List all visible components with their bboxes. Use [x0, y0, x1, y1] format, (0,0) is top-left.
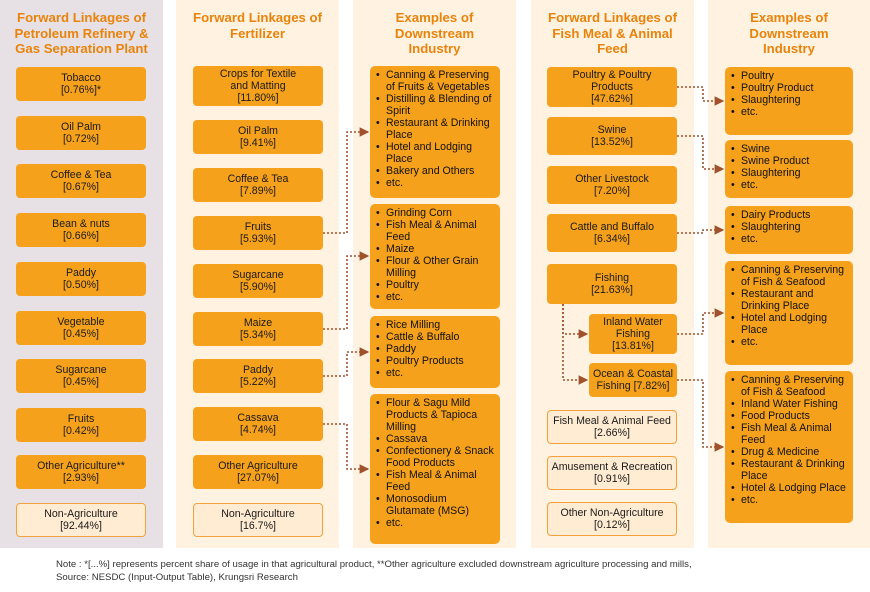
list-item: • Paddy — [376, 343, 496, 355]
petroleum-item-sugarcane: Sugarcane [0.45%] — [16, 359, 146, 393]
fertilizer-item-crops-textile: Crops for Textile and Matting [11.80%] — [193, 66, 323, 106]
list-item: • Poultry Products — [376, 355, 496, 367]
downstream2-group-inland-fishing — [725, 261, 853, 365]
list-item: • etc. — [731, 233, 849, 245]
list-item: • etc. — [376, 517, 496, 529]
downstream1-group-maize — [370, 204, 500, 309]
downstream2-group-poultry — [725, 67, 853, 135]
petroleum-item-non-agriculture: Non-Agriculture [92.44%] — [16, 503, 146, 537]
list-item: • Slaughtering — [731, 221, 849, 233]
list-item: • Slaughtering — [731, 94, 849, 106]
list-item: • Fish Meal & Animal Feed — [376, 219, 496, 243]
list-item: • etc. — [376, 177, 496, 189]
list-item: • Restaurant and Drinking Place — [731, 288, 849, 312]
petroleum-item-tobacco: Tobacco [0.76%]* — [16, 67, 146, 101]
list-item: • etc. — [731, 106, 849, 118]
list-item: • Maize — [376, 243, 496, 255]
list-item: • Poultry — [376, 279, 496, 291]
list-item: • Hotel and Lodging Place — [731, 312, 849, 336]
list-item: • Hotel & Lodging Place — [731, 482, 849, 494]
petroleum-item-coffee-tea: Coffee & Tea [0.67%] — [16, 164, 146, 198]
fishmeal-item-fish-meal-feed: Fish Meal & Animal Feed [2.66%] — [547, 410, 677, 444]
downstream2-group-swine — [725, 140, 853, 198]
list-item: • Inland Water Fishing — [731, 398, 849, 410]
footnote — [56, 558, 692, 584]
fishmeal-item-swine: Swine [13.52%] — [547, 117, 677, 155]
fishmeal-item-poultry: Poultry & Poultry Products [47.62%] — [547, 67, 677, 107]
fishmeal-item-other-non-agriculture: Other Non-Agriculture [0.12%] — [547, 502, 677, 536]
list-item: • Rice Milling — [376, 319, 496, 331]
fertilizer-item-other-agriculture: Other Agriculture [27.07%] — [193, 455, 323, 489]
list-item: • Restaurant & Drinking Place — [731, 458, 849, 482]
list-item: • Cassava — [376, 433, 496, 445]
list-item: • Canning & Preserving of Fish & Seafood — [731, 374, 849, 398]
petroleum-item-bean-nuts: Bean & nuts [0.66%] — [16, 213, 146, 247]
list-item: • Cattle & Buffalo — [376, 331, 496, 343]
list-item: • etc. — [731, 336, 849, 348]
list-item: • Flour & Other Grain Milling — [376, 255, 496, 279]
list-item: • Fish Meal & Animal Feed — [731, 422, 849, 446]
petroleum-item-fruits: Fruits [0.42%] — [16, 408, 146, 442]
downstream1-group-paddy — [370, 316, 500, 388]
fertilizer-item-maize: Maize [5.34%] — [193, 312, 323, 346]
list-item: • Flour & Sagu Mild Products & Tapioca Milling — [376, 397, 496, 433]
petroleum-item-paddy: Paddy [0.50%] — [16, 262, 146, 296]
fertilizer-item-oil-palm: Oil Palm [9.41%] — [193, 120, 323, 154]
list-item: • Monosodium Glutamate (MSG) — [376, 493, 496, 517]
list-item: • etc. — [731, 494, 849, 506]
list-item: • Restaurant & Drinking Place — [376, 117, 496, 141]
fertilizer-item-paddy: Paddy [5.22%] — [193, 359, 323, 393]
fishmeal-item-amusement: Amusement & Recreation [0.91%] — [547, 456, 677, 490]
fertilizer-item-fruits: Fruits [5.93%] — [193, 216, 323, 250]
fishmeal-item-cattle-buffalo: Cattle and Buffalo [6.34%] — [547, 214, 677, 252]
panel-title-fertilizer: Forward Linkages of Fertilizer — [193, 10, 322, 41]
list-item: • Confectionery & Snack Food Products — [376, 445, 496, 469]
list-item: • Food Products — [731, 410, 849, 422]
footnote-note: Note : *[...%] represents percent share of usage in that agricultural product, **Other agriculture excluded downstream agriculture processing and mills, — [56, 559, 692, 570]
fertilizer-item-non-agriculture: Non-Agriculture [16.7%] — [193, 503, 323, 537]
fishmeal-item-other-livestock: Other Livestock [7.20%] — [547, 166, 677, 204]
list-item: • Swine — [731, 143, 849, 155]
downstream1-group-cassava — [370, 394, 500, 544]
petroleum-item-vegetable: Vegetable [0.45%] — [16, 311, 146, 345]
downstream1-group-fruits — [370, 66, 500, 198]
panel-title-petroleum: Forward Linkages of Petroleum Refinery & Gas Separation Plant — [14, 10, 149, 56]
panel-title-downstream-2: Examples of Downstream Industry — [749, 10, 829, 56]
panel-title-downstream-1: Examples of Downstream Industry — [394, 10, 475, 56]
list-item: • Hotel and Lodging Place — [376, 141, 496, 165]
fertilizer-item-coffee-tea: Coffee & Tea [7.89%] — [193, 168, 323, 202]
list-item: • Poultry — [731, 70, 849, 82]
footnote-source: Source: NESDC (Input-Output Table), Krungsri Research — [56, 572, 298, 583]
list-item: • Slaughtering — [731, 167, 849, 179]
list-item: • Grinding Corn — [376, 207, 496, 219]
fishmeal-subitem-ocean-fishing: Ocean & Coastal Fishing [7.82%] — [589, 363, 677, 397]
list-item: • etc. — [376, 291, 496, 303]
downstream2-group-cattle — [725, 206, 853, 254]
fishmeal-subitem-inland-fishing: Inland Water Fishing [13.81%] — [589, 314, 677, 354]
list-item: • Dairy Products — [731, 209, 849, 221]
list-item: • Canning & Preserving of Fruits & Vegetables — [376, 69, 496, 93]
petroleum-item-oil-palm: Oil Palm [0.72%] — [16, 116, 146, 150]
list-item: • etc. — [376, 367, 496, 379]
fertilizer-item-sugarcane: Sugarcane [5.90%] — [193, 264, 323, 298]
list-item: • Poultry Product — [731, 82, 849, 94]
list-item: • etc. — [731, 179, 849, 191]
fertilizer-item-cassava: Cassava [4.74%] — [193, 407, 323, 441]
panel-title-fishmeal: Forward Linkages of Fish Meal & Animal Feed — [548, 10, 677, 56]
list-item: • Drug & Medicine — [731, 446, 849, 458]
list-item: • Fish Meal & Animal Feed — [376, 469, 496, 493]
list-item: • Distilling & Blending of Spirit — [376, 93, 496, 117]
fishmeal-item-fishing: Fishing [21.63%] — [547, 264, 677, 304]
list-item: • Bakery and Others — [376, 165, 496, 177]
list-item: • Swine Product — [731, 155, 849, 167]
petroleum-item-other-agriculture: Other Agriculture** [2.93%] — [16, 455, 146, 489]
list-item: • Canning & Preserving of Fish & Seafood — [731, 264, 849, 288]
downstream2-group-ocean-fishing — [725, 371, 853, 523]
